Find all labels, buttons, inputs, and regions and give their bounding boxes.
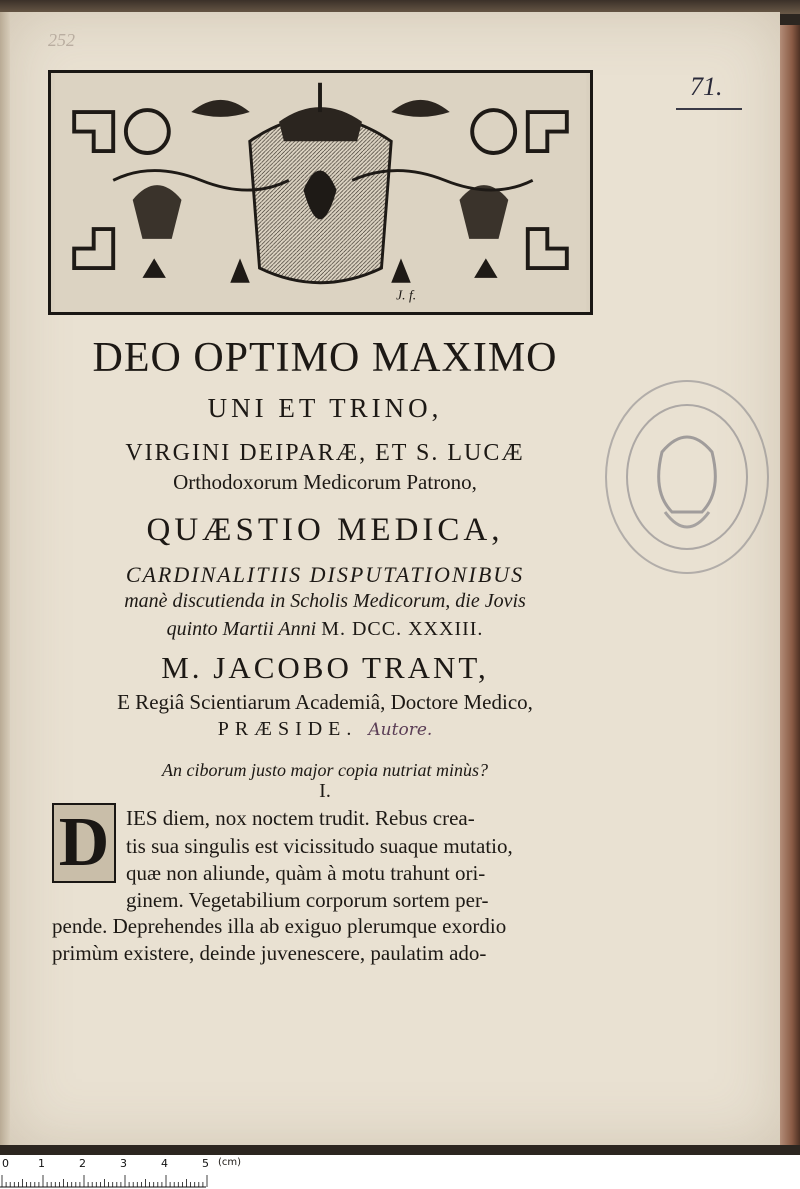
handwritten-note: Autore. (368, 720, 433, 740)
ruler-label: 4 (161, 1157, 168, 1170)
ruler-label: 0 (2, 1157, 9, 1170)
disputation-line: CARDINALITIIS DISPUTATIONIBUS (125, 562, 525, 587)
ruler-ticks (0, 1169, 220, 1189)
decorated-initial (52, 803, 116, 883)
ruler-label: 1 (38, 1157, 45, 1170)
stamp-graphic (607, 382, 767, 572)
dedication-line-3: VIRGINI DEIPARÆ, ET S. LUCÆ (125, 440, 525, 466)
president-name: M. JACOBO TRANT, (161, 650, 489, 685)
date-year: M. DCC. XXXIII. (321, 618, 484, 640)
ruler-unit: (cm) (218, 1157, 242, 1168)
body-line: quæ non aliunde, quàm à motu trahunt ori- (126, 861, 486, 885)
scale-ruler (0, 1155, 800, 1189)
ruler-label: 5 (202, 1157, 209, 1170)
folio-underline (676, 108, 742, 110)
discussion-line: manè discutienda in Scholis Medicorum, die Jovis (124, 590, 526, 612)
headpiece-engraving (51, 73, 590, 312)
praeside-label: PRÆSIDE. (217, 718, 358, 740)
ornamental-headpiece (48, 70, 593, 315)
question-text: An ciborum justo major copia nutriat minùs? (161, 760, 488, 780)
president-affiliation: E Regiâ Scientiarum Academiâ, Doctore Medico, (117, 690, 533, 714)
praeside-line (40, 718, 610, 741)
body-line: primùm existere, deinde juvenescere, paulatim ado- (52, 941, 487, 965)
dedication-line-1: DEO OPTIMO MAXIMO (92, 335, 558, 381)
folio-number: 71. (690, 72, 723, 101)
ruler-label: 3 (120, 1157, 127, 1170)
body-line: IES diem, nox noctem trudit. Rebus crea- (126, 806, 475, 830)
manuscript-number: 252 (48, 30, 75, 50)
headpiece-signature: J. f. (396, 287, 417, 303)
initial-letter: D (58, 804, 110, 881)
section-number: I. (319, 780, 331, 802)
date-line (40, 618, 610, 641)
question-heading: QUÆSTIO MEDICA, (146, 512, 504, 548)
body-line: tis sua singulis est vicissitudo suaque mutatio, (126, 834, 513, 858)
dedication-line-4: Orthodoxorum Medicorum Patrono, (173, 470, 477, 494)
dedication-line-2: UNI ET TRINO, (207, 393, 443, 423)
book-cover-edge (780, 25, 800, 1145)
ruler-label: 2 (79, 1157, 86, 1170)
date-text: quinto Martii Anni (166, 618, 317, 640)
body-line: pende. Deprehendes illa ab exiguo plerumque exordio (52, 914, 507, 938)
library-stamp (605, 380, 769, 574)
body-line: ginem. Vegetabilium corporum sortem per- (126, 888, 489, 912)
